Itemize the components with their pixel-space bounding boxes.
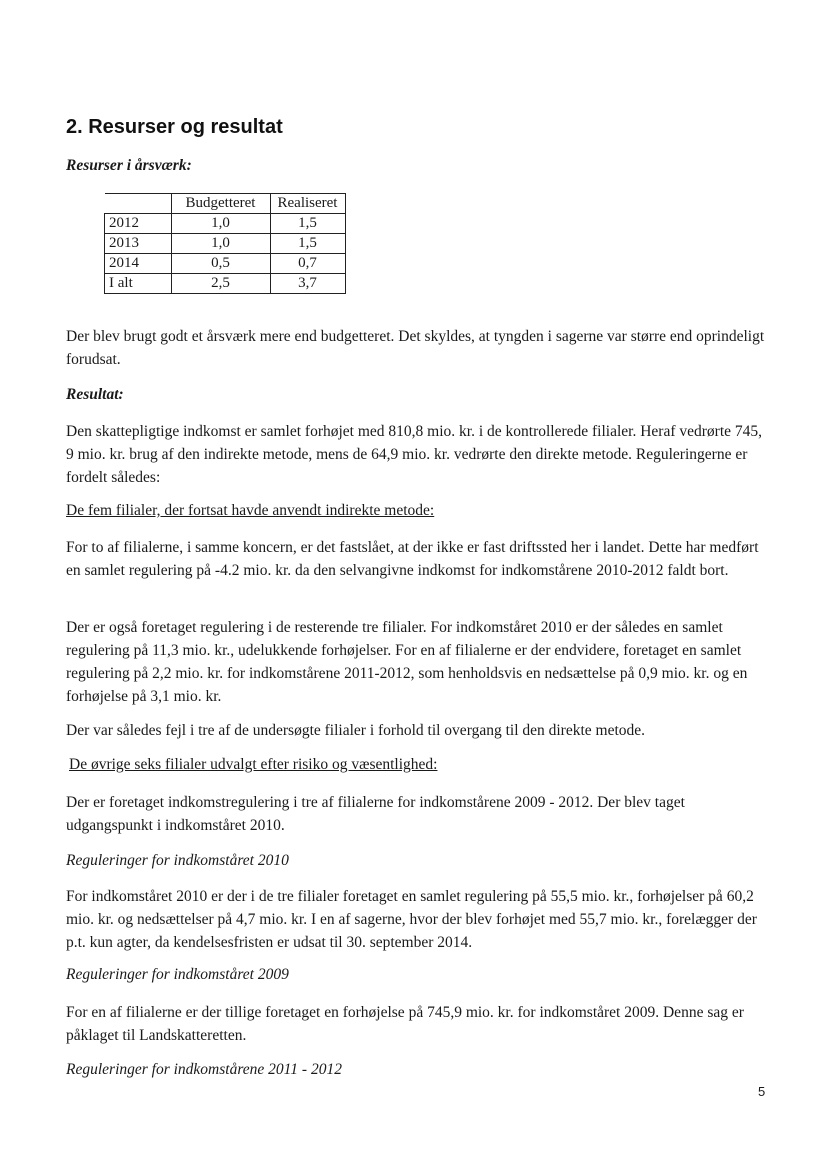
subheading-2011-2012: Reguleringer for indkomstårene 2011 - 2012 bbox=[66, 1061, 342, 1078]
table-row bbox=[105, 214, 346, 234]
table-cell-year: 2012 bbox=[105, 214, 172, 234]
resources-title: Resurser i årsværk: bbox=[66, 157, 192, 174]
paragraph-errors: Der var således fejl i tre af de undersøgte filialer i forhold til overgang til den direkte metode. bbox=[66, 722, 646, 739]
paragraph-two-branches: For to af filialerne, i samme koncern, er det fastslået, at der ikke er fast driftssted her i landet. Dette har medført en samlet regulering på -4.2 mio. kr. da den selvangivne indkomst for indkomstårene 2010-2012 faldt bort. bbox=[66, 539, 759, 579]
subheading-indirect: De fem filialer, der fortsat havde anvendt indirekte metode: bbox=[66, 502, 435, 519]
paragraph-resources: Der blev brugt godt et årsværk mere end budgetteret. Det skyldes, at tyngden i sagerne var større end oprindeligt forudsat. bbox=[66, 328, 765, 368]
table-cell-actual: 0,7 bbox=[270, 254, 345, 274]
table-header-row bbox=[105, 194, 346, 214]
result-title: Resultat: bbox=[66, 386, 124, 403]
table-cell-budget: 0,5 bbox=[171, 254, 270, 274]
table-header-budget: Budgetteret bbox=[171, 194, 270, 214]
table-cell-year: I alt bbox=[105, 274, 172, 294]
paragraph-income-regulation: Der er foretaget indkomstregulering i tre af filialerne for indkomstårene 2009 - 2012. Der blev taget udgangspunkt i indkomståret 2010. bbox=[66, 794, 685, 834]
table-cell-actual: 3,7 bbox=[270, 274, 345, 294]
subheading-six-branches: De øvrige seks filialer udvalgt efter risiko og væsentlighed: bbox=[69, 756, 438, 773]
table-cell-actual: 1,5 bbox=[270, 234, 345, 254]
table-header-actual: Realiseret bbox=[270, 194, 345, 214]
paragraph-2009: For en af filialerne er der tillige foretaget en forhøjelse på 745,9 mio. kr. for indkomståret 2009. Denne sag er påklaget til Landskatteretten. bbox=[66, 1004, 744, 1044]
table-header-blank bbox=[105, 194, 172, 214]
table-cell-budget: 1,0 bbox=[171, 234, 270, 254]
paragraph-result: Den skattepligtige indkomst er samlet forhøjet med 810,8 mio. kr. i de kontrollerede filialer. Heraf vedrørte 745, 9 mio. kr. brug af den indirekte metode, mens de 64,9 mio. kr. vedrørte den direkte metode. Reguleringerne er fordelt således: bbox=[66, 423, 763, 486]
section-heading: 2. Resurser og resultat bbox=[66, 116, 283, 138]
table-cell-year: 2013 bbox=[105, 234, 172, 254]
table-cell-budget: 2,5 bbox=[171, 274, 270, 294]
subheading-2009: Reguleringer for indkomståret 2009 bbox=[66, 966, 289, 983]
table-cell-budget: 1,0 bbox=[171, 214, 270, 234]
paragraph-remaining-three: Der er også foretaget regulering i de resterende tre filialer. For indkomståret 2010 er der således en samlet regulering på 11,3 mio. kr., udelukkende forhøjelser. For en af filialerne er der endvidere, foretaget en samlet regulering på 2,2 mio. kr. for indkomstårene 2011-2012, som henholdsvis en nedsættelse på 0,9 mio. kr. og en forhøjelse på 3,1 mio. kr. bbox=[66, 619, 748, 705]
table-row bbox=[105, 254, 346, 274]
page-number: 5 bbox=[758, 1084, 766, 1099]
table-row bbox=[105, 274, 346, 294]
table-row bbox=[105, 234, 346, 254]
resources-table bbox=[104, 193, 346, 294]
table-cell-actual: 1,5 bbox=[270, 214, 345, 234]
table-cell-year: 2014 bbox=[105, 254, 172, 274]
subheading-2010: Reguleringer for indkomståret 2010 bbox=[66, 852, 289, 869]
paragraph-2010: For indkomståret 2010 er der i de tre filialer foretaget en samlet regulering på 55,5 mio. kr., forhøjelser på 60,2 mio. kr. og nedsættelser på 4,7 mio. kr. I en af sagerne, hvor der blev forhøjet med 55,7 mio. kr., forelægger der p.t. kun agter, da kendelsesfristen er udsat til 30. september 2014. bbox=[66, 888, 757, 951]
